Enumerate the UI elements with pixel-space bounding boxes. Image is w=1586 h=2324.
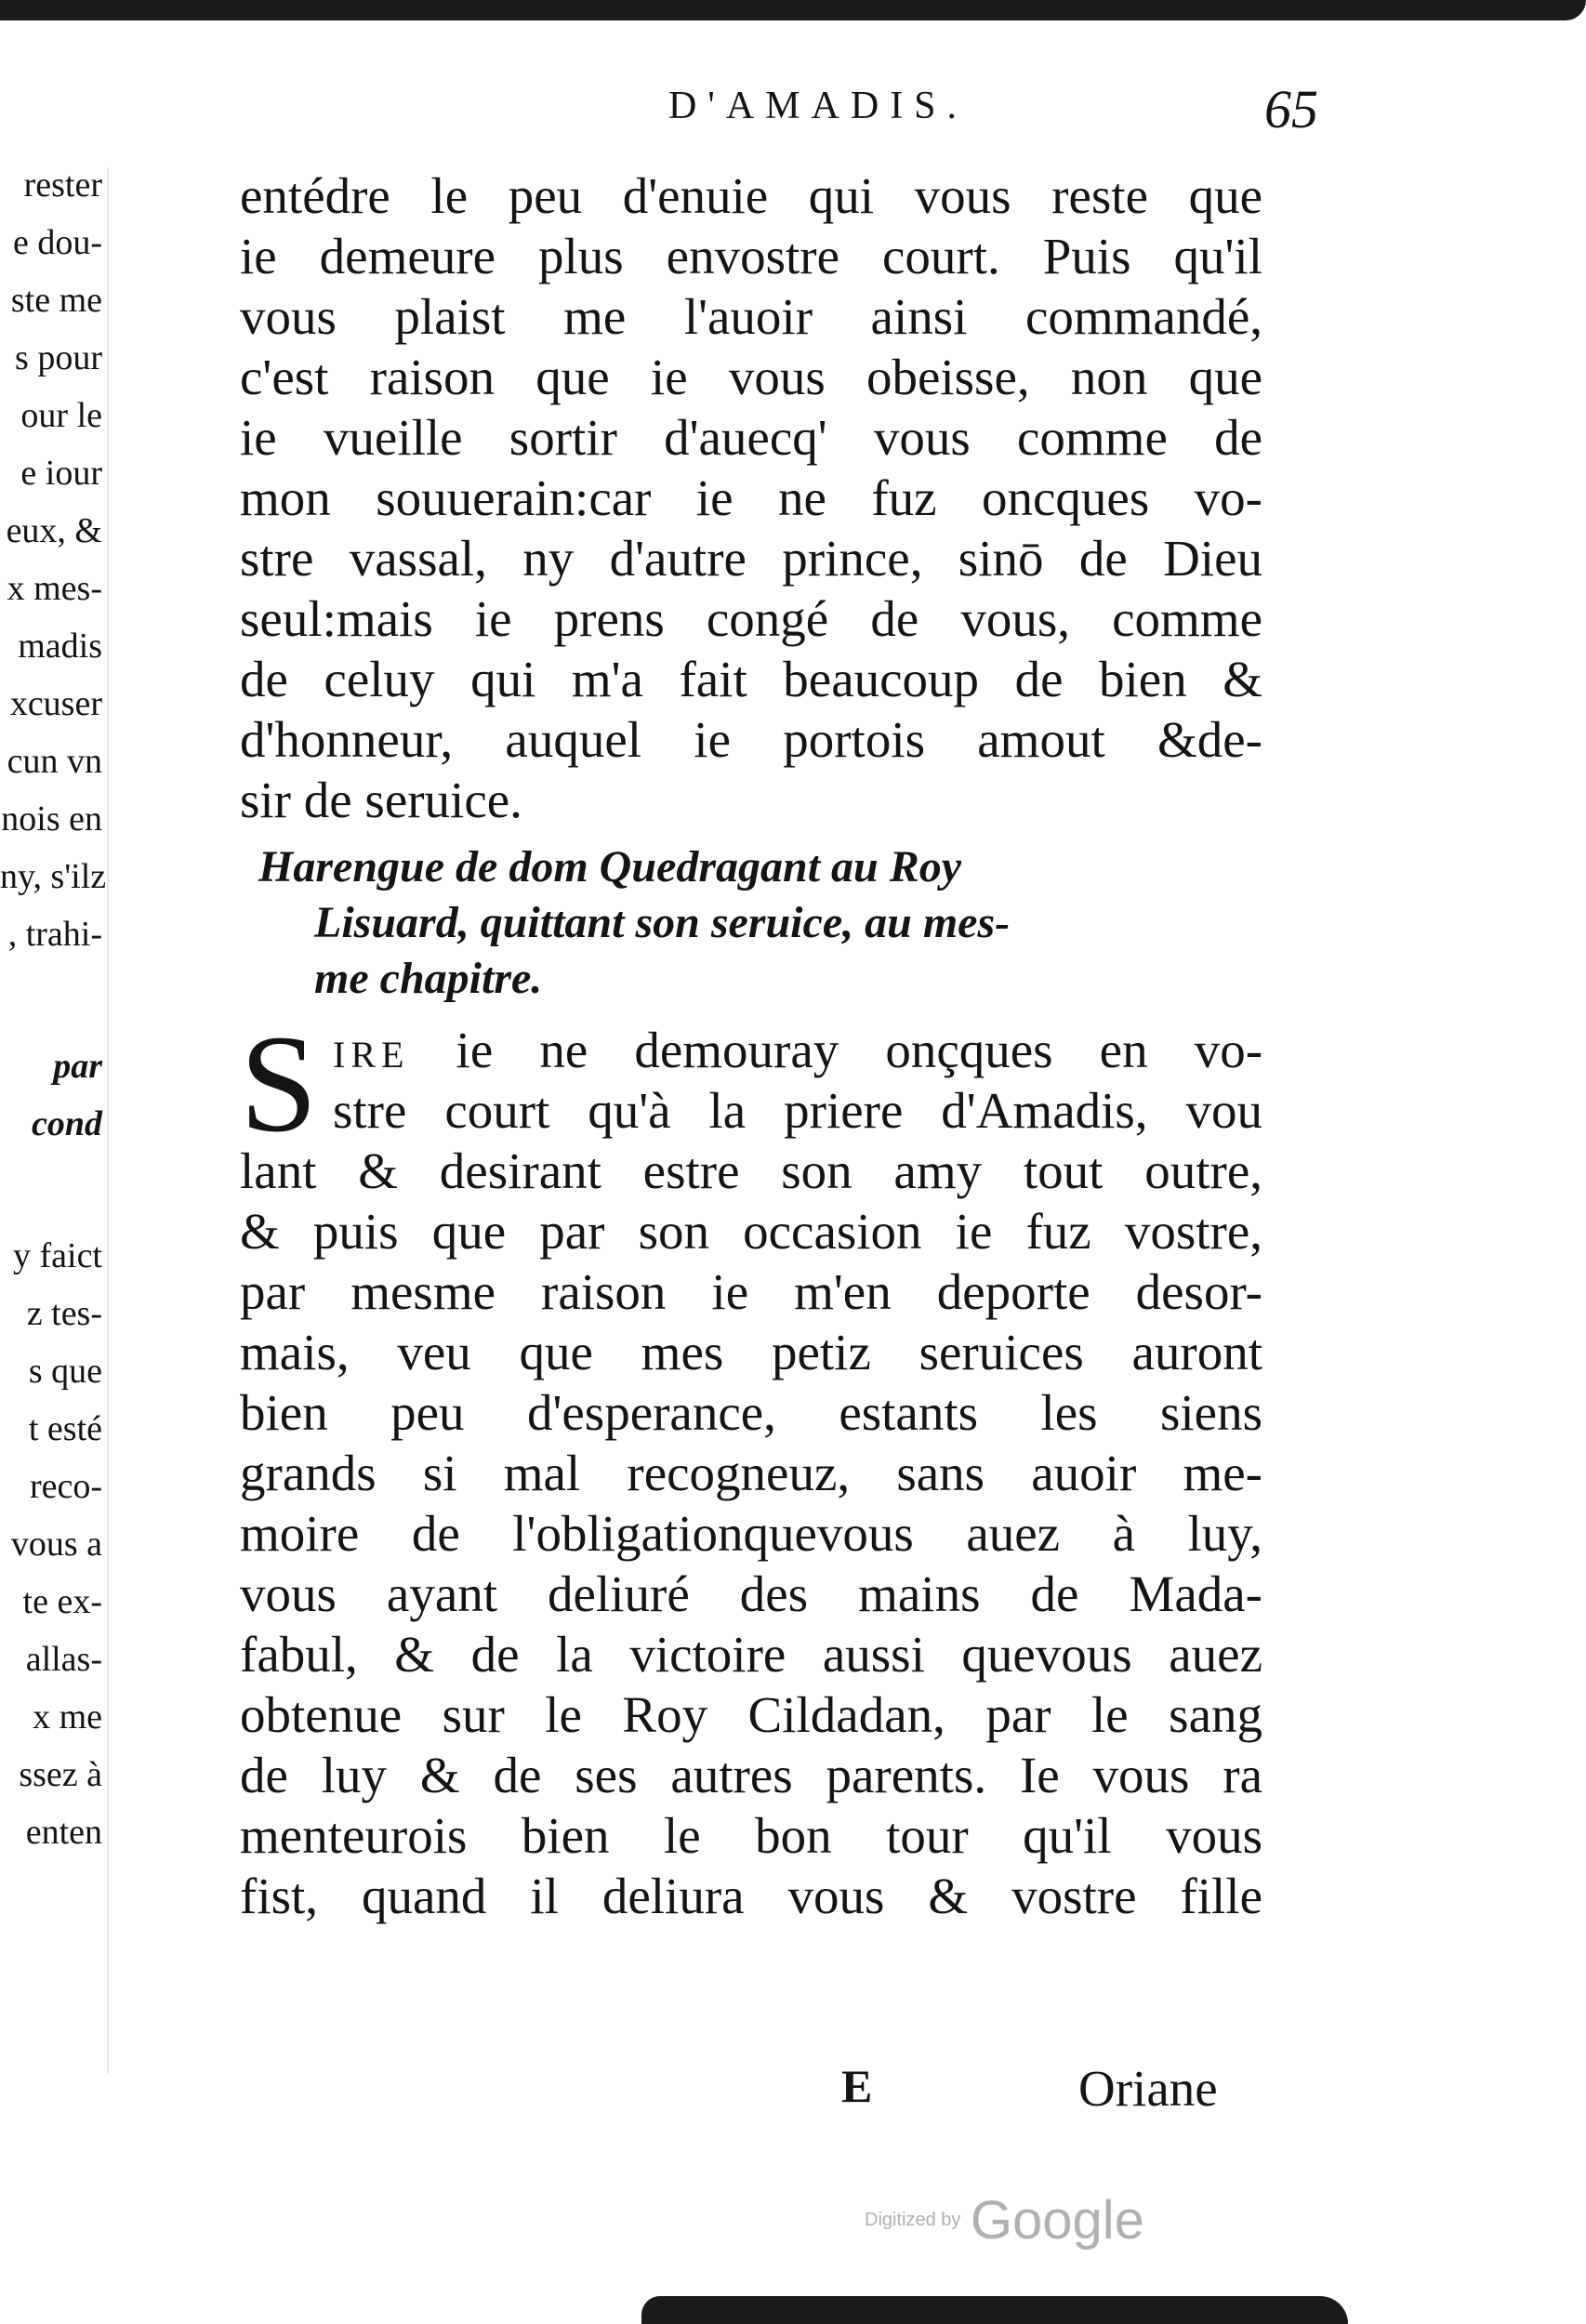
page-number: 65 <box>1264 79 1318 139</box>
text-line: & puis que par son occasion ie fuz vostre, <box>240 1203 1262 1260</box>
fragment-line: , trahi- <box>7 915 102 954</box>
gutter-shadow <box>107 167 109 2073</box>
main-text-block <box>240 165 1262 1926</box>
fragment-line: cond <box>32 1104 102 1143</box>
text-line: entédre le peu d'enuie qui vous reste que <box>240 167 1262 224</box>
fragment-line: s pour <box>15 338 102 377</box>
fragment-line: vous a <box>10 1525 102 1564</box>
small-caps-word: IRE <box>333 1034 410 1076</box>
signature-mark: E <box>841 2060 873 2112</box>
fragment-line: par <box>53 1047 102 1086</box>
fragment-line: z tes- <box>26 1294 102 1333</box>
catchword: Oriane <box>1078 2060 1218 2117</box>
fragment-line: t esté <box>28 1409 102 1448</box>
text-line: sir de seruice. <box>240 772 522 828</box>
fragment-line: e dou- <box>12 223 102 262</box>
fragment-line: reco- <box>29 1467 102 1506</box>
text-line: fist, quand il deliura vous & vostre fille <box>240 1868 1262 1924</box>
heading-line: me chapitre. <box>314 954 543 1003</box>
text-line: grands si mal recogneuz, sans auoir me- <box>240 1445 1262 1501</box>
text-line: fabul, & de la victoire aussi quevous auez <box>240 1626 1262 1683</box>
fragment-line: madis <box>18 627 102 666</box>
text-line: bien peu d'esperance, estants les siens <box>240 1384 1262 1441</box>
text-line: par mesme raison ie m'en deporte desor- <box>240 1263 1262 1320</box>
section-heading <box>240 839 1262 1007</box>
text-line: menteurois bien le bon tour qu'il vous <box>240 1807 1262 1864</box>
fragment-line: ste me <box>10 281 102 320</box>
fragment-line: enten <box>25 1813 102 1852</box>
fragment-line: y faict <box>12 1236 102 1275</box>
text-line: vous plaist me l'auoir ainsi commandé, <box>240 288 1262 345</box>
heading-line: Lisuard, quittant son seruice, au mes- <box>314 898 1011 947</box>
previous-page-column <box>0 156 107 1861</box>
fragment-line: rester <box>23 165 102 205</box>
fragment-line: x me <box>33 1697 102 1736</box>
fragment-line: e iour <box>20 454 102 493</box>
digitized-watermark <box>865 2189 1181 2251</box>
text-line: d'honneur, auquel ie portois amout &de- <box>240 711 1262 768</box>
fragment-gap <box>0 1153 102 1227</box>
fragment-line: allas- <box>25 1640 102 1679</box>
text-line: mais, veu que mes petiz seruices auront <box>240 1324 1262 1380</box>
text-line: c'est raison que ie vous obeisse, non que <box>240 349 1262 405</box>
text-line: de luy & de ses autres parents. Ie vous ra <box>240 1747 1262 1803</box>
text-line: moire de l'obligationquevous auez à luy, <box>240 1505 1262 1562</box>
drop-capital: S <box>240 1007 318 1161</box>
fragment-line: s que <box>28 1352 102 1391</box>
scan-edge-top <box>0 0 1586 20</box>
text-line: stre court qu'à la priere d'Amadis, vou <box>333 1082 1262 1139</box>
text-line-first <box>240 1020 1262 1080</box>
text-line: seul:mais ie prens congé de vous, comme <box>240 590 1262 647</box>
fragment-line: ssez à <box>19 1755 102 1794</box>
text-line: stre vassal, ny d'autre prince, sinō de Dieu <box>240 530 1262 587</box>
fragment-line: te ex- <box>22 1582 102 1621</box>
fragment-gap <box>0 963 102 1037</box>
fragment-line: x mes- <box>7 569 102 608</box>
running-head: D'AMADIS. <box>667 85 969 127</box>
heading-line: Harengue de dom Quedragant au Roy <box>258 842 962 891</box>
fragment-line: ny, s'ilz <box>0 857 107 896</box>
text-line: lant & desirant estre son amy tout outre, <box>240 1142 1262 1199</box>
fragment-line: eux, & <box>6 511 102 550</box>
scan-edge-bottom <box>641 2296 1348 2324</box>
speech-paragraph <box>240 1007 1263 1926</box>
fragment-line: cun vn <box>7 742 102 781</box>
fragment-line: our le <box>20 396 102 435</box>
google-logo: Google <box>970 2190 1144 2251</box>
text-line: de celuy qui m'a fait beaucoup de bien & <box>240 651 1262 707</box>
paragraph-1 <box>240 165 1262 830</box>
fragment-line: nois en <box>1 799 102 838</box>
text-line: ie demeure plus envostre court. Puis qu'il <box>240 228 1262 284</box>
text-line-rest: ie ne demouray onçques en vo- <box>456 1022 1263 1078</box>
text-line: mon souuerain:car ie ne fuz oncques vo- <box>240 469 1262 526</box>
text-line: vous ayant deliuré des mains de Mada- <box>240 1565 1262 1622</box>
text-line: obtenue sur le Roy Cildadan, par le sang <box>240 1686 1262 1743</box>
digitized-label: Digitized by <box>865 2210 961 2230</box>
text-line: ie vueille sortir d'auecq' vous comme de <box>240 409 1262 466</box>
fragment-line: xcuser <box>9 684 102 723</box>
